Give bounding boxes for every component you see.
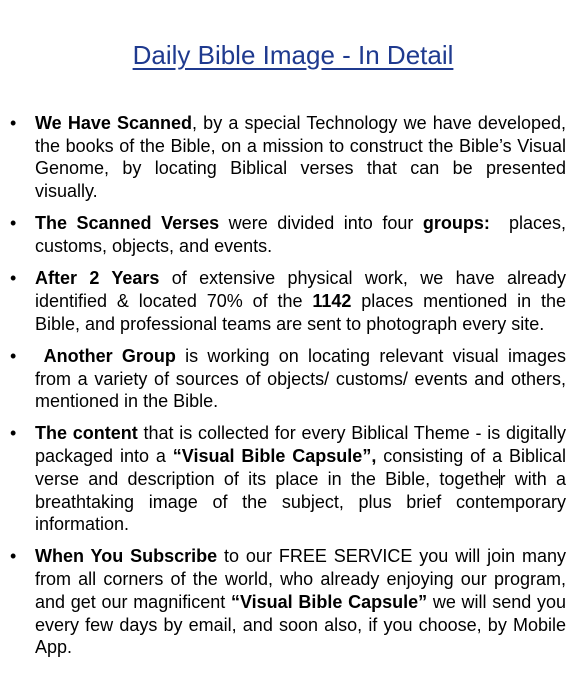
- item-text: places, customs, objects, and events.: [35, 213, 572, 257]
- item-bold: “Visual Bible Capsule”,: [172, 446, 377, 467]
- bullet-list: [0, 112, 586, 668]
- item-text: we will send you every few days by email, and soon also, if you choose, by Mobile App.: [35, 591, 566, 658]
- item-text: , by a special Technology we have developed, the books of the Bible, on a mission to construct the Bible’s Visual Genome, by locating Biblical verses that can be presented visually.: [35, 113, 566, 202]
- list-item: [0, 112, 586, 203]
- bullet-icon: •: [10, 423, 17, 444]
- item-lead: After 2 Years: [35, 268, 160, 289]
- item-lead: When You Subscribe: [35, 546, 218, 567]
- list-item: [0, 267, 586, 335]
- item-lead: Another Group: [35, 345, 176, 366]
- item-lead: The Scanned Verses: [35, 213, 220, 234]
- bullet-icon: •: [10, 213, 17, 234]
- item-text: r with a breathtaking image of the subject, plus brief contemporary information.: [35, 468, 566, 535]
- item-text: consisting of a Biblical verse and description of its place in the Bible, togethe: [35, 446, 567, 489]
- item-text: is working on locating relevant visual images from a variety of sources of objects/ customs/ events and others, mentioned in the Bible.: [35, 345, 566, 412]
- bullet-icon: •: [10, 546, 17, 567]
- item-text: that is collected for every Biblical Theme - is digitally packaged into a: [35, 423, 567, 467]
- bullet-icon: •: [10, 345, 17, 366]
- list-item: [0, 545, 586, 659]
- item-bold: “Visual Bible Capsule”: [230, 591, 428, 612]
- item-bold: 1142: [312, 290, 352, 311]
- item-lead: The content: [35, 423, 138, 444]
- bullet-icon: •: [10, 113, 17, 133]
- list-item: [0, 212, 586, 257]
- item-text: were divided into four: [219, 213, 423, 234]
- list-item: [0, 422, 586, 536]
- item-lead: We Have Scanned: [35, 113, 193, 133]
- bullet-icon: •: [10, 268, 17, 289]
- list-item: [0, 345, 586, 413]
- item-bold: groups:: [422, 213, 490, 234]
- page-title: Daily Bible Image - In Detail: [132, 40, 454, 70]
- item-text: to our FREE SERVICE you will join many from all corners of the world, who already enjoying our program, and get our magnificent: [35, 546, 567, 612]
- item-text: of extensive physical work, we have already identified & located 70% of the: [35, 268, 566, 311]
- item-text: places mentioned in the Bible, and professional teams are sent to photograph every site.: [35, 290, 566, 334]
